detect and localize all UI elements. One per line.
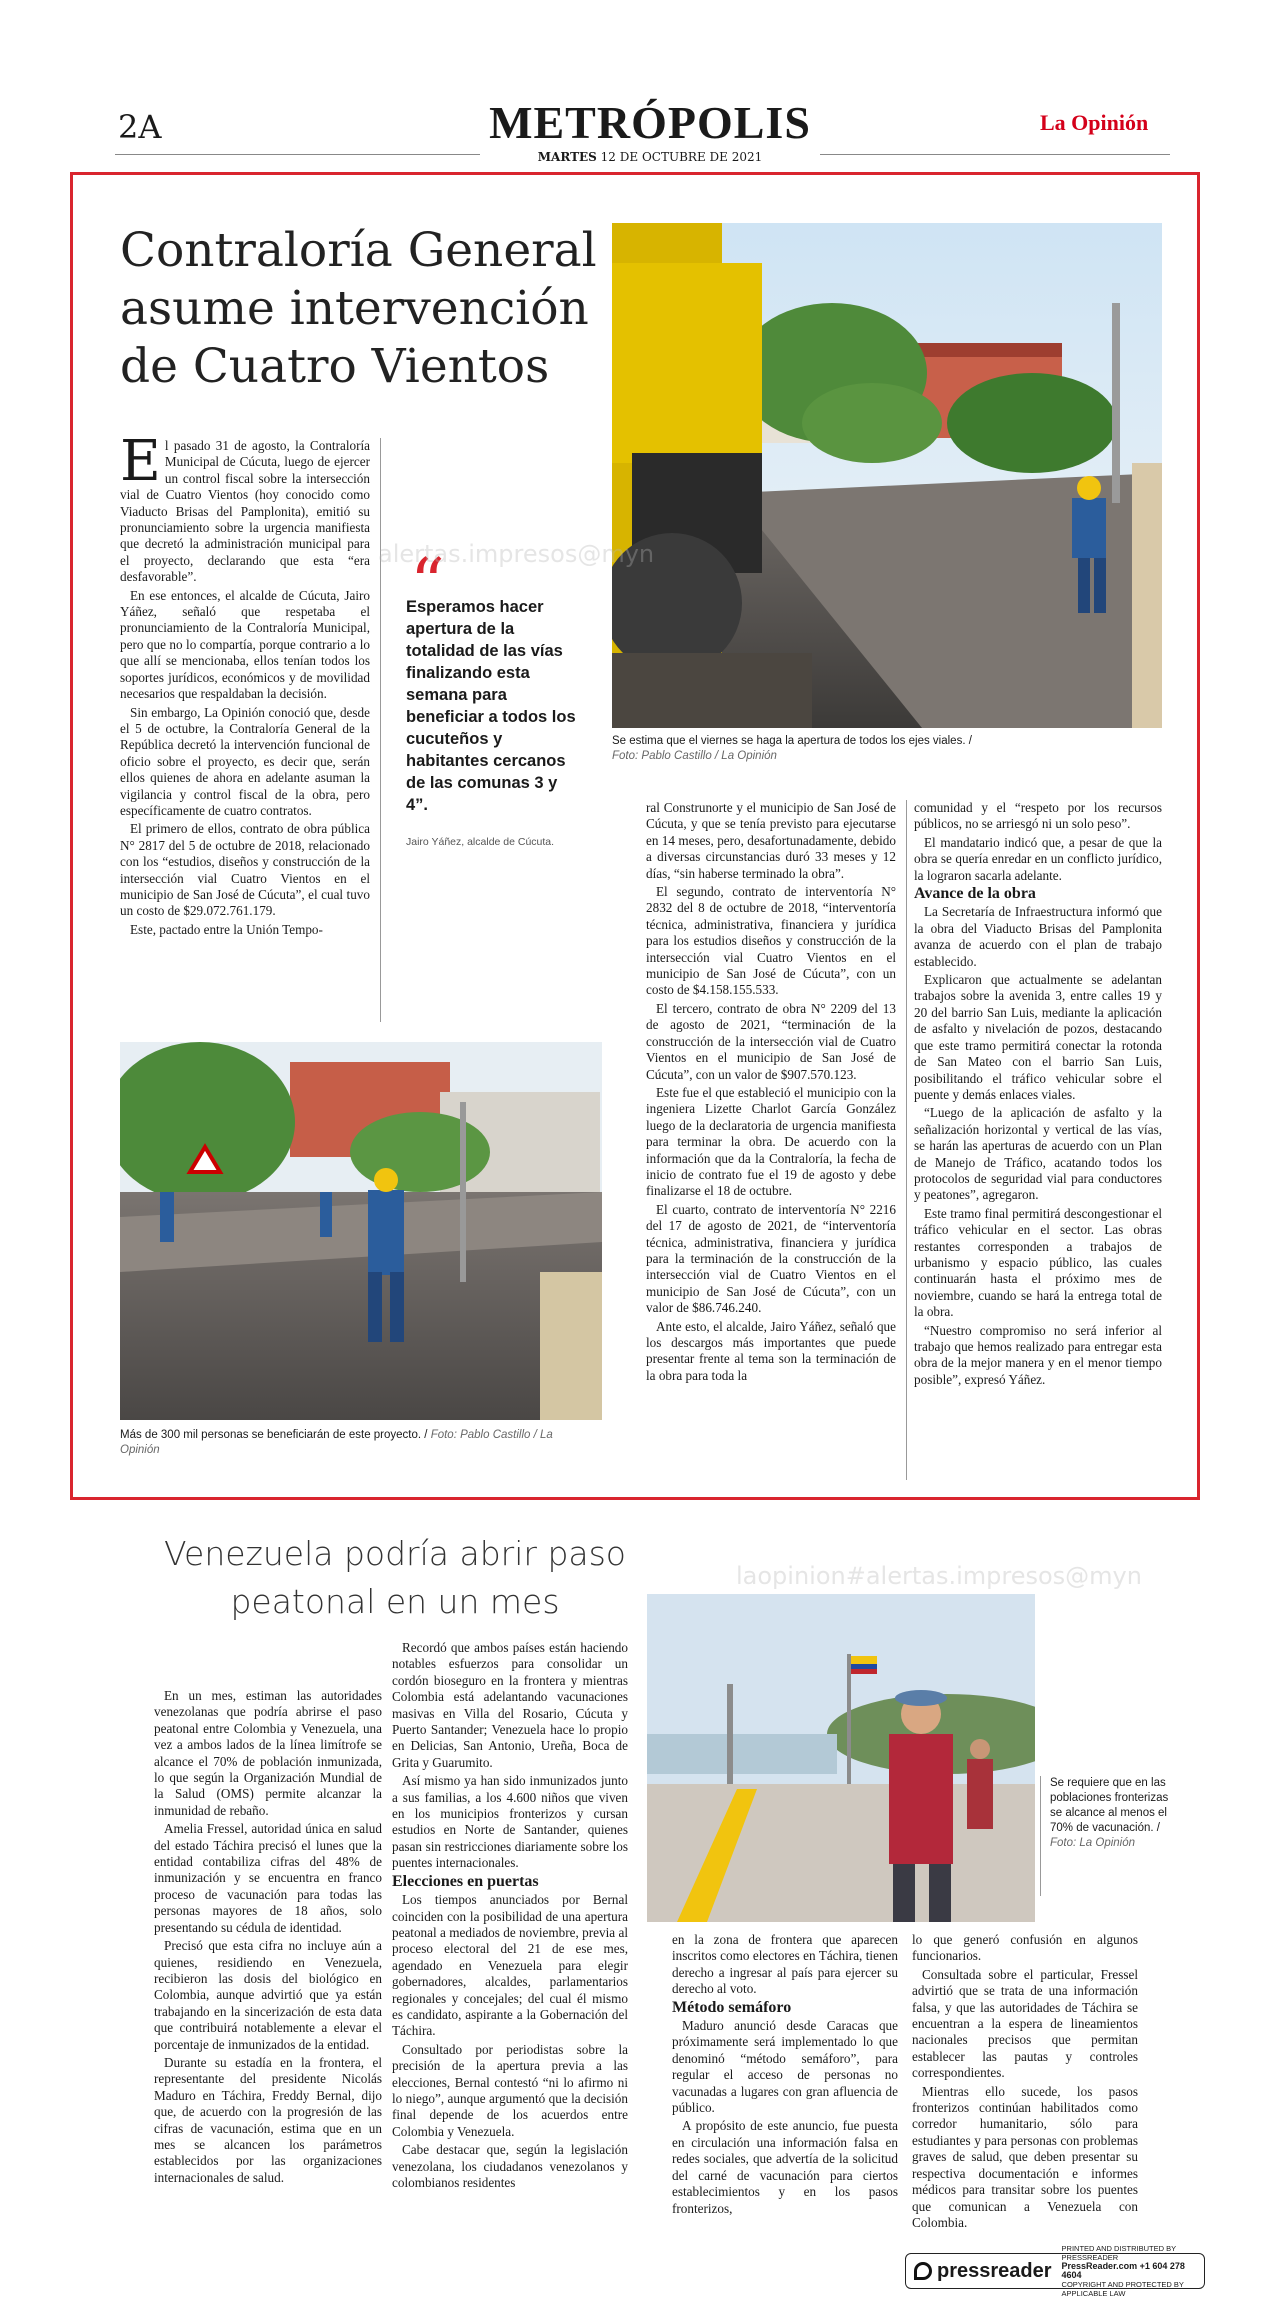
pressreader-line3: COPYRIGHT AND PROTECTED BY APPLICABLE LAW (1061, 2280, 1184, 2298)
paragraph-text: Mientras ello sucede, los pasos fronterizos continúan habilitados como corredor humanitario, sólo para estudiantes y para personas con problemas graves de salud, que deben presentar su respectiva documentación e informes médicos para transitar sobre los puentes que comunican a Venezuela con Colombia. (912, 2083, 1138, 2230)
paragraph-text: Así mismo ya han sido inmunizados junto a sus familias, a los 4.600 niños que viven en los municipios fronterizos y cursan estudios en Norte de Santander, quienes pasan sin restricciones diariamente sobre los puentes internacionales. (392, 1773, 628, 1871)
section-title: METRÓPOLIS (489, 97, 811, 148)
article2-headline: Venezuela podría abrir paso peatonal en un mes (164, 1534, 626, 1621)
paragraph-text: El primero de ellos, contrato de obra pública N° 2817 del 5 de octubre de 2018, relacionado con los “estudios, diseños y construcción de la intersección vial Cuatro Vientos en el municipio de San José de Cúcuta”, el cual tuvo un costo de $29.072.761.179. (120, 821, 370, 919)
paragraph-text: En un mes, estiman las autoridades venezolanas que podría abrirse el paso peatonal entre Colombia y Venezuela, una vez a ambos lados de la línea limítrofe se alcance el 70% de población inmunizada, lo que según la Organización Mundial de la Salud (OMS) permite alcanzar la inmunidad de rebaño. (154, 1688, 382, 1818)
paragraph-text: El cuarto, contrato de interventoría N° 2216 del 17 de agosto de 2021, de “interventoría técnica, administrativa, financiera y jurídica para la terminación de la construcción de la intersección vial de Cuatro Vientos en el municipio de San José de Cúcuta”, con un valor de $86.746.240. (646, 1201, 896, 1316)
pressreader-name: pressreader (937, 2259, 1052, 2282)
paragraph-text: l pasado 31 de agosto, la Contraloría Municipal de Cúcuta, luego de ejercer un control fiscal sobre la intersección vial de Cuatro Vientos (hoy conocido como Viaducto Brisas del Pamplonita), emitió su pronunciamiento sobre la urgencia manifiesta que decretó la administración municipal para el proyecto, declarando que esta “era desfavorable”. (120, 438, 370, 585)
photo-road-works-credit: Foto: Pablo Castillo / La Opinión (612, 750, 777, 762)
paragraph (120, 588, 370, 703)
paragraph (392, 1892, 628, 2040)
paragraph (912, 2084, 1138, 2232)
paragraph (120, 429, 370, 586)
subhead: Elecciones en puertas (392, 1872, 539, 1890)
paragraph (646, 1085, 896, 1200)
paragraph-text: Precisó que esta cifra no incluye aún a quienes, residiendo en Venezuela, recibieron las dosis del biológico en Colombia, aunque advirtió que ya están trabajando en la sincerización de esta data que contribuirá notablemente a elevar el porcentaje de inmunizados de la entidad. (154, 1938, 382, 2052)
article2-column-4 (912, 1932, 1138, 2233)
paragraph (392, 2142, 628, 2191)
pressreader-line1: PRINTED AND DISTRIBUTED BY PRESSREADER (1061, 2244, 1176, 2262)
caption-rule (1040, 1776, 1041, 1896)
paragraph (392, 2042, 628, 2140)
photo-border-crossing-credit: Foto: La Opinión (1050, 1837, 1136, 1849)
photo-border-crossing-caption-text: Se requiere que en las poblaciones fronterizas se alcance al menos el 70% de vacunación. / (1050, 1777, 1169, 1834)
paragraph-text: Maduro anunció desde Caracas que próximamente será implementado lo que denominó “método semáforo”, para regular el acceso de personas no vacunadas a lugares con gran afluencia de público. (672, 2018, 898, 2116)
paragraph (912, 1967, 1138, 2082)
paragraph-text: El segundo, contrato de interventoría N° 2832 del 8 de octubre de 2018, “interventoría técnica, administrativa, financiera y jurídica para los estudios diseños y construcción de la intersección vial Cuatro Vientos en el municipio de San José de Cúcuta”, con un costo de $4.158.155.533. (646, 884, 896, 998)
paragraph (914, 835, 1162, 884)
paragraph (392, 1640, 628, 1771)
photo-border-crossing-caption (1050, 1776, 1180, 1851)
article2-column-2 (392, 1640, 628, 2193)
paragraph-text: Consultada sobre el particular, Fressel advirtió que se trata de una información falsa, y que las autoridades de Táchira se encuentran a la espera de lineamientos nacionales precisos que permitan establecer las pautas y controles correspondientes. (912, 1966, 1138, 2081)
paragraph-text: En ese entonces, el alcalde de Cúcuta, Jairo Yáñez, señaló que respetaba el pronunciamiento de la Contraloría Municipal, pero que no lo compartía, porque contrario a lo que allí se mencionaba, ellos tenían todos los soportes jurídicos, económicos y de movilidad necesarios que respaldaban la decisión. (120, 587, 370, 702)
paragraph-text: La Secretaría de Infraestructura informó que la obra del Viaducto Brisas del Pamplonita avanza de acuerdo con el plan de trabajo establecido. (914, 904, 1162, 969)
paragraph-text: Este fue el que estableció el municipio con la ingeniera Lizette Charlot García González luego de la declaratoria de urgencia manifiesta para terminar la obra. De acuerdo con la información que da la Contraloría, la fecha de inicio de contrato fue el 19 de agosto y debe finalizarse el 18 de octubre. (646, 1084, 896, 1199)
quote-mark-icon: “ (410, 545, 445, 624)
pressreader-line2: PressReader.com +1 604 278 4604 (1061, 2261, 1185, 2280)
paragraph (120, 821, 370, 919)
photo-road-works-caption (612, 734, 1172, 764)
paragraph (914, 1206, 1162, 1321)
article1-column-3 (646, 800, 896, 1386)
paragraph (914, 972, 1162, 1103)
paragraph (392, 1773, 628, 1871)
paragraph-text: Ante esto, el alcalde, Jairo Yáñez, señaló que los descargos más importantes que puede presentar frente al tema son la terminación de la obra para toda la (646, 1318, 896, 1383)
paragraph (120, 922, 370, 938)
photo-worker-road-image (120, 1042, 602, 1420)
paragraph (646, 884, 896, 999)
photo-worker-road-caption-text: Más de 300 mil personas se beneficiarán de este proyecto. / (120, 1429, 428, 1441)
paragraph-text: lo que generó confusión en algunos funcionarios. (912, 1932, 1138, 1964)
pressreader-icon (914, 2262, 932, 2280)
paragraph-text: Recordó que ambos países están haciendo notables esfuerzos para consolidar un cordón bioseguro en la frontera y mientras Colombia está adelantando vacunaciones masivas en Villa del Rosario, Cúcuta y Puerto Santander; Venezuela hace lo propio en Delicias, San Antonio, Ureña, Boca de Grita y Guarumito. (392, 1640, 628, 1770)
dropcap: E (120, 429, 161, 494)
photo-road-works-caption-text: Se estima que el viernes se haga la apertura de todos los ejes viales. / (612, 735, 972, 747)
paragraph (120, 705, 370, 820)
paragraph (646, 1001, 896, 1083)
paragraph (646, 1319, 896, 1385)
paragraph (154, 1938, 382, 2053)
paragraph-text: Este, pactado entre la Unión Tempo- (130, 921, 323, 937)
paragraph (154, 1821, 382, 1936)
paragraph-text: Explicaron que actualmente se adelantan trabajos sobre la avenida 3, entre calles 19 y 20 del barrio San Luis, mediante la aplicación de asfalto y nivelación de pozos, destacando que este tramo permitirá conectar la rotonda de San Mateo con el barrio San Luis, posibilitando el tráfico vehicular sobre el puente y demás enlaces viales. (914, 972, 1162, 1102)
paragraph-text: El tercero, contrato de obra N° 2209 del 13 de agosto de 2021, “terminación de la construcción de la intersección vial de Cuatro Vientos en el municipio de San José de Cúcuta”, con un valor de $907.570.123. (646, 1000, 896, 1082)
article1-column-1 (120, 429, 370, 940)
paragraph-text: Consultado por periodistas sobre la precisión de la apertura previa a las elecciones, Bernal contestó “ni lo afirmo ni lo niego”, aunque argumentó que la decisión final depende de los acuerdos entre Colombia y Venezuela. (392, 2041, 628, 2139)
paragraph-text: Amelia Fressel, autoridad única en salud del estado Táchira precisó el lunes que la entidad contabiliza cifras del 48% de inmunización y se encuentra en franco proceso de vacunación para todas las personas mayores de 18 años, solo presentando su cédula de identidad. (154, 1821, 382, 1935)
paragraph-text: en la zona de frontera que aparecen inscritos como electores en Táchira, tienen derecho a ingresar al país para ejercer su derecho al voto. (672, 1932, 898, 1997)
paragraph-text: Sin embargo, La Opinión conoció que, desde el 5 de octubre, la Contraloría General de la República decretó la intervención funcional de oficio sobre el proyecto, es decir que, serán ellos quienes de ahora en adelante asuman la vigilancia y control fiscal de la obra, pero específicamente de cuatro contratos. (120, 704, 370, 818)
paragraph (914, 904, 1162, 970)
paragraph (912, 1932, 1138, 1965)
paragraph-text: A propósito de este anuncio, fue puesta en circulación una información falsa en redes sociales, que advertía de la solicitud del carné de vacunación para ciertos establecimientos y en los pasos fronterizos, (672, 2118, 898, 2216)
paragraph (646, 1202, 896, 1317)
paragraph-text: Durante su estadía en la frontera, el representante del presidente Nicolás Maduro en Táchira, Freddy Bernal, dijo que, de acuerdo con la progresión de las cifras de vacunación, estima que en un mes se alcancen los parámetros establecidos por las organizaciones internacionales de salud. (154, 2054, 382, 2185)
pull-quote-author: Jairo Yáñez, alcalde de Cúcuta. (406, 836, 555, 848)
photo-border-crossing (647, 1594, 1035, 1922)
paragraph (646, 800, 896, 882)
paragraph (154, 1688, 382, 1819)
article2-column-3 (672, 1932, 898, 2219)
paragraph-text: Este tramo final permitirá descongestionar el tráfico vehicular en el sector. Las obras restantes corresponden a trabajos de urbanismo y espacio público, las cuales continuarán hasta el próximo mes de noviembre, cuando se hará la entrega total de la obra. (914, 1205, 1162, 1320)
paragraph-text: “Luego de la aplicación de asfalto y la señalización horizontal y vertical de las vías, se harán las aperturas de acuerdo con un Plan de Manejo de Tráfico, acatando todos los protocolos de seguridad vial para conductores y peatones”, agregaron. (914, 1105, 1162, 1203)
paragraph-text: ral Construnorte y el municipio de San José de Cúcuta, y que se tenía previsto para ejecutarse en 14 meses, pero, desafortunadamente, debido a diversas circunstancias duró 33 meses y 12 días, “sin haberse terminado la obra”. (646, 800, 896, 881)
paragraph-text: El mandatario indicó que, a pesar de que la obra se quería enredar en un conflicto jurídico, la lograron sacarla adelante. (914, 834, 1162, 883)
page-number: 2A (118, 108, 162, 146)
article1-headline: Contraloría General asume intervención de Cuatro Vientos (120, 223, 597, 394)
photo-worker-road-caption (120, 1428, 560, 1458)
watermark: laopinion#alertas.impresos@myn (736, 1562, 1142, 1590)
paragraph (672, 1932, 898, 1998)
paragraph-text: “Nuestro compromiso no será inferior al trabajo que hemos realizado para entregar esta obra de la mejor manera y en el menor tiempo posible”, expresó Yáñez. (914, 1322, 1162, 1387)
photo-border-crossing-image (647, 1594, 1035, 1922)
article2-column-1 (154, 1688, 382, 2188)
photo-worker-road (120, 1042, 602, 1420)
pressreader-info (1062, 2244, 1196, 2298)
paragraph (914, 1105, 1162, 1203)
issue-date (480, 150, 820, 164)
paragraph (672, 2018, 898, 2116)
photo-road-works-image (612, 223, 1162, 728)
paragraph (672, 2118, 898, 2216)
pull-quote: Esperamos hacer apertura de la totalidad de las vías finalizando esta semana para beneficiar a todos los cucuteños y habitantes cercanos de las comunas 3 y 4”. (406, 598, 576, 814)
paragraph (914, 1323, 1162, 1389)
subhead: Método semáforo (672, 1998, 792, 2016)
paragraph (914, 800, 1162, 833)
brand-logo: La Opinión (1040, 110, 1149, 135)
pressreader-logo (914, 2260, 1052, 2283)
article1-column-4 (914, 800, 1162, 1390)
column-rule (906, 800, 907, 1480)
subhead: Avance de la obra (914, 885, 1036, 903)
watermark: alertas.impresos@myn (378, 540, 655, 568)
paragraph-text: Cabe destacar que, según la legislación venezolana, los ciudadanos venezolanos y colombianos residentes (392, 2142, 628, 2190)
paragraph-text: comunidad y el “respeto por los recursos públicos, no se arriesgó ni un solo peso”. (914, 800, 1162, 832)
column-rule (380, 438, 381, 1022)
issue-date-rest: 12 DE OCTUBRE DE 2021 (600, 150, 763, 164)
pressreader-badge (905, 2244, 1205, 2298)
photo-worker-road-credit: Foto: Pablo Castillo / La Opinión (120, 1429, 553, 1456)
photo-road-works (612, 223, 1162, 728)
paragraph (154, 2055, 382, 2186)
issue-date-day: MARTES (537, 150, 597, 164)
paragraph-text: Los tiempos anunciados por Bernal coinciden con la posibilidad de una apertura peatonal a mediados de noviembre, previa al proceso electoral del 21 de ese mes, agendado en Venezuela para elegir gobernadores, alcaldes, parlamentarios regionales y concejales; del cual él mismo es candidato, aspirante a la Gobernación del Táchira. (392, 1892, 628, 2039)
